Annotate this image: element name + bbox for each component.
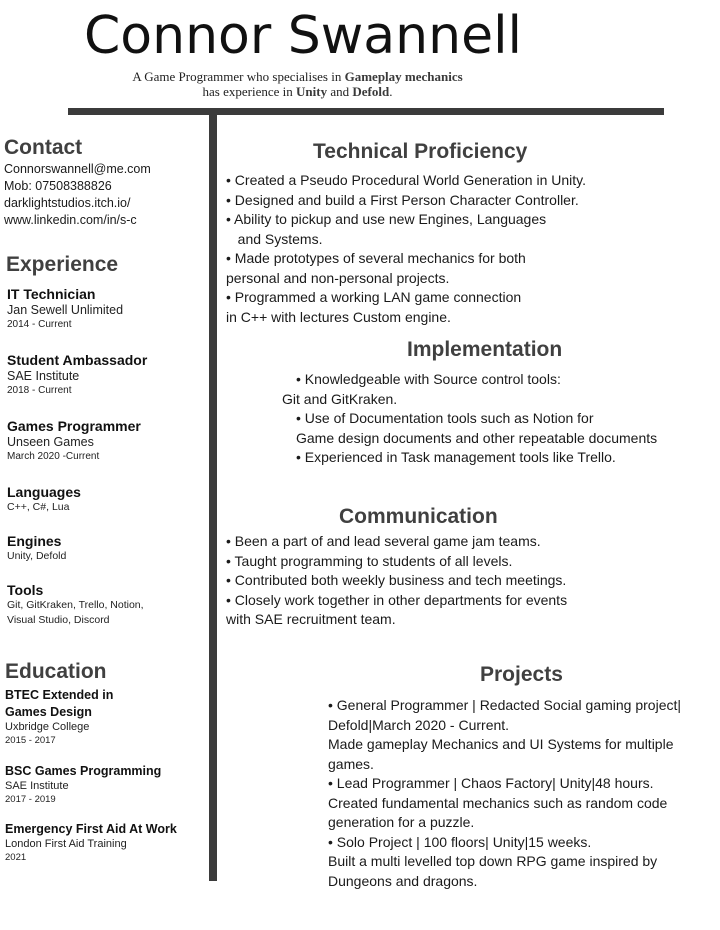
implementation-heading: Implementation	[407, 338, 563, 361]
implementation-line: • Experienced in Task management tools like Trello.	[296, 449, 616, 465]
education-title: BTEC Extended in	[5, 688, 114, 702]
technical-line: • Designed and build a First Person Character Controller.	[226, 191, 579, 208]
column-divider	[209, 115, 217, 881]
tagline-highlight-defold: Defold	[352, 84, 390, 99]
implementation-line: Game design documents and other repeatable documents	[296, 429, 658, 446]
communication-line: • Closely work together in other departments for events	[226, 591, 568, 608]
contact-linkedin[interactable]: www.linkedin.com/in/s-c	[4, 213, 137, 227]
job-employer: Jan Sewell Unlimited	[7, 303, 124, 317]
header-divider	[68, 108, 664, 115]
education-dates: 2015 - 2017	[5, 735, 56, 746]
education-heading: Education	[5, 660, 107, 683]
implementation-list	[282, 370, 658, 468]
communication-list	[226, 532, 567, 630]
job-dates: March 2020 -Current	[7, 451, 100, 462]
technical-line: in C++ with lectures Custom engine.	[226, 308, 451, 325]
education-institution: Uxbridge College	[5, 721, 90, 733]
education-title: Emergency First Aid At Work	[5, 822, 177, 836]
education-title: BSC Games Programming	[5, 764, 162, 778]
project-line: • General Programmer | Redacted Social gaming project|	[328, 697, 682, 713]
job-title: IT Technician	[7, 286, 96, 302]
job-employer: SAE Institute	[7, 369, 80, 383]
technical-list	[226, 171, 586, 327]
tagline-text: .	[389, 84, 393, 99]
tools-title: Tools	[7, 582, 44, 598]
contact-details	[4, 161, 151, 229]
tagline-highlight-unity: Unity	[296, 84, 328, 99]
implementation-line: • Use of Documentation tools such as Notion for	[296, 410, 594, 426]
communication-line: • Contributed both weekly business and tech meetings.	[226, 572, 567, 588]
technical-line: personal and non-personal projects.	[226, 269, 450, 286]
project-line: Made gameplay Mechanics and UI Systems for multiple	[328, 736, 674, 752]
education-institution: SAE Institute	[5, 780, 69, 792]
job-title: Games Programmer	[7, 418, 141, 434]
job-title: Student Ambassador	[7, 352, 148, 368]
tools-block	[7, 582, 144, 628]
projects-heading: Projects	[480, 663, 563, 686]
project-line: games.	[328, 755, 374, 772]
experience-item	[7, 352, 147, 396]
communication-line: • Been a part of and lead several game jam teams.	[226, 533, 541, 549]
education-title: Games Design	[5, 705, 92, 719]
languages-title: Languages	[7, 484, 81, 500]
candidate-name: Connor Swannell	[84, 6, 522, 66]
project-line: • Lead Programmer | Chaos Factory| Unity|48 hours.	[328, 775, 654, 791]
project-line: Created fundamental mechanics such as random code	[328, 794, 668, 811]
project-line: • Solo Project | 100 floors| Unity|15 weeks.	[328, 833, 592, 850]
contact-website[interactable]: darklightstudios.itch.io/	[4, 196, 131, 210]
contact-heading: Contact	[4, 136, 83, 159]
implementation-line: Git and GitKraken.	[282, 390, 398, 407]
communication-line: with SAE recruitment team.	[226, 611, 396, 627]
tagline-text: has experience in	[202, 84, 297, 99]
job-dates: 2018 - Current	[7, 385, 72, 396]
education-item	[5, 821, 177, 863]
tagline-text: and	[327, 84, 353, 99]
education-institution: London First Aid Training	[5, 838, 127, 850]
tagline-line-2	[60, 84, 535, 99]
technical-line: • Made prototypes of several mechanics for both	[226, 250, 526, 266]
technical-heading: Technical Proficiency	[313, 140, 528, 163]
education-dates: 2021	[5, 852, 27, 863]
communication-heading: Communication	[339, 505, 498, 528]
project-line: generation for a puzzle.	[328, 814, 475, 830]
projects-list	[328, 696, 681, 891]
contact-email[interactable]: Connorswannell@me.com	[4, 162, 151, 176]
engines-title: Engines	[7, 533, 62, 549]
project-line: Defold|March 2020 - Current.	[328, 716, 510, 733]
tagline-text: A Game Programmer who specialises in	[132, 69, 345, 84]
technical-line: • Programmed a working LAN game connection	[226, 289, 522, 305]
engines-block	[7, 533, 66, 564]
job-employer: Unseen Games	[7, 435, 94, 449]
tagline-line-1	[60, 69, 535, 84]
education-dates: 2017 - 2019	[5, 794, 56, 805]
technical-line: and Systems.	[226, 230, 323, 247]
project-line: Dungeons and dragons.	[328, 872, 478, 889]
communication-line: • Taught programming to students of all levels.	[226, 552, 513, 569]
experience-heading: Experience	[6, 253, 119, 276]
engines-list: Unity, Defold	[7, 550, 67, 562]
languages-block	[7, 484, 81, 515]
tools-list-line: Git, GitKraken, Trello, Notion,	[7, 599, 144, 611]
implementation-line: • Knowledgeable with Source control tools:	[296, 371, 561, 387]
contact-phone: Mob: 07508388826	[4, 179, 112, 193]
experience-item	[7, 418, 141, 462]
education-item	[5, 687, 113, 746]
job-dates: 2014 - Current	[7, 319, 72, 330]
tagline	[60, 69, 535, 99]
experience-item	[7, 286, 123, 330]
technical-line: • Ability to pickup and use new Engines, Languages	[226, 211, 547, 227]
tools-list-line: Visual Studio, Discord	[7, 614, 110, 626]
education-item	[5, 763, 161, 805]
project-line: Built a multi levelled top down RPG game inspired by	[328, 853, 658, 869]
tagline-highlight-gameplay: Gameplay mechanics	[344, 69, 463, 84]
technical-line: • Created a Pseudo Procedural World Generation in Unity.	[226, 172, 587, 188]
languages-list: C++, C#, Lua	[7, 501, 70, 513]
